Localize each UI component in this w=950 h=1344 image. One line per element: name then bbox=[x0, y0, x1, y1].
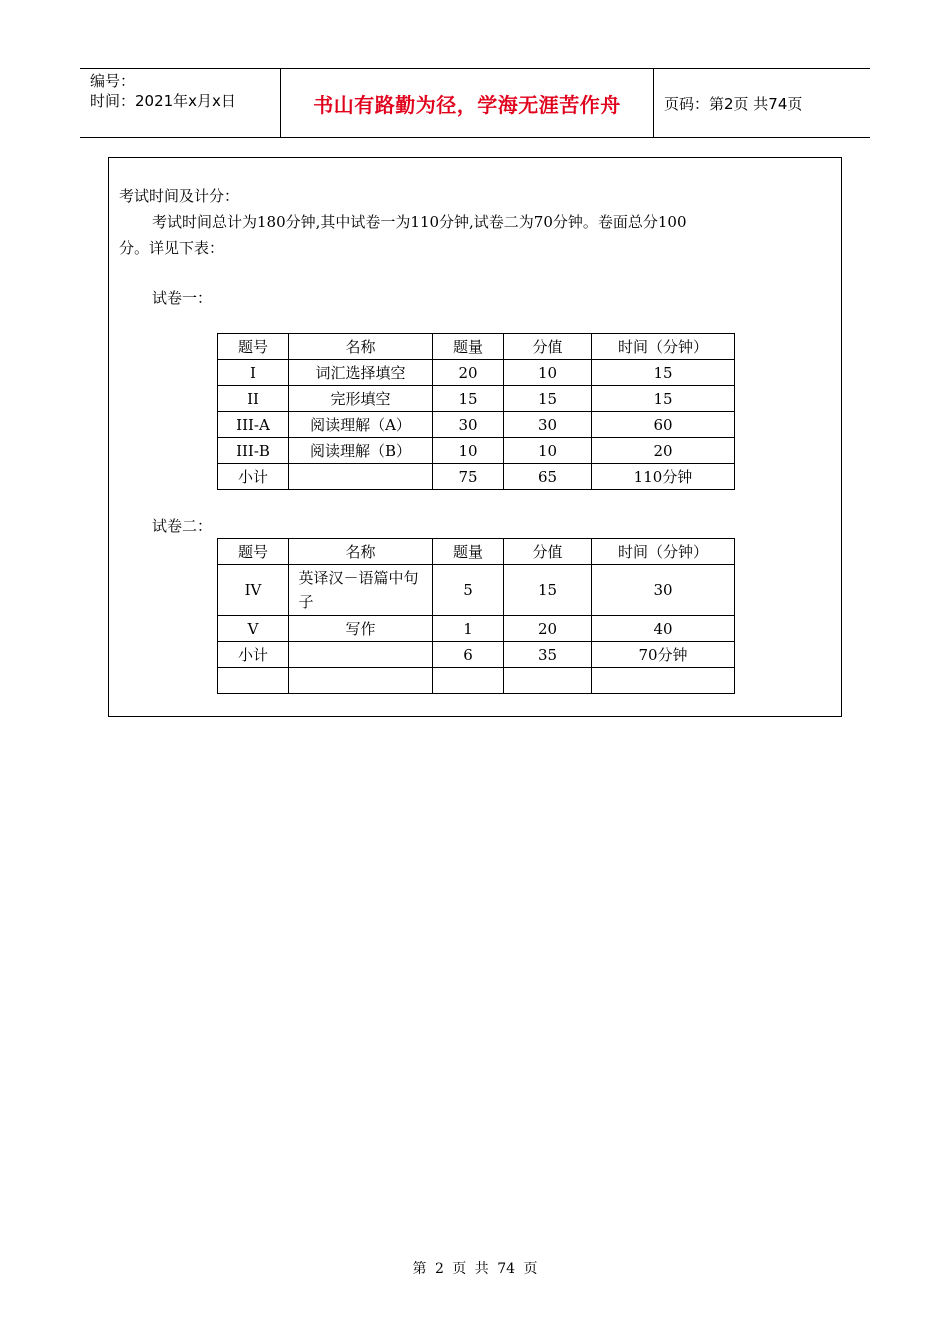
table-cell: 10 bbox=[504, 360, 592, 386]
table-cell: 15 bbox=[592, 360, 735, 386]
header-page-cell bbox=[654, 69, 870, 137]
column-header: 题量 bbox=[433, 539, 504, 565]
table-row bbox=[218, 360, 735, 386]
table-cell bbox=[504, 668, 592, 694]
table-cell bbox=[592, 668, 735, 694]
table-cell bbox=[289, 565, 433, 616]
table-row bbox=[218, 438, 735, 464]
table-cell: 阅读理解（A） bbox=[289, 412, 433, 438]
table-row-empty bbox=[218, 668, 735, 694]
table-cell: 20 bbox=[592, 438, 735, 464]
paper1-label: 试卷一： bbox=[152, 289, 213, 307]
number-label: 编号： bbox=[90, 72, 136, 90]
table-cell: 15 bbox=[433, 386, 504, 412]
column-header: 题号 bbox=[218, 539, 289, 565]
page-info: 页码：第2页 共74页 bbox=[664, 94, 803, 113]
table-cell: 30 bbox=[433, 412, 504, 438]
table-cell: 15 bbox=[504, 565, 592, 616]
table-cell bbox=[289, 642, 433, 668]
column-header: 题量 bbox=[433, 334, 504, 360]
table-header-row bbox=[218, 334, 735, 360]
table-cell: 完形填空 bbox=[289, 386, 433, 412]
paragraph-line-2: 分。详见下表： bbox=[119, 239, 225, 257]
table-cell: V bbox=[218, 616, 289, 642]
table-cell: 词汇选择填空 bbox=[289, 360, 433, 386]
table-cell: 1 bbox=[433, 616, 504, 642]
table-cell: 110分钟 bbox=[592, 464, 735, 490]
column-header: 名称 bbox=[289, 334, 433, 360]
table-cell: 10 bbox=[504, 438, 592, 464]
table-cell: 10 bbox=[433, 438, 504, 464]
table-cell: 6 bbox=[433, 642, 504, 668]
paper2-label: 试卷二： bbox=[152, 517, 213, 535]
table-cell: 30 bbox=[592, 565, 735, 616]
table-cell: 小计 bbox=[218, 642, 289, 668]
document-header bbox=[80, 68, 870, 138]
footer-page-number: 第 2 页 共 74 页 bbox=[412, 1261, 538, 1277]
table-cell: I bbox=[218, 360, 289, 386]
table-cell: II bbox=[218, 386, 289, 412]
table-cell bbox=[289, 668, 433, 694]
motto-text: 书山有路勤为径，学海无涯苦作舟 bbox=[313, 92, 621, 117]
column-header: 分值 bbox=[504, 334, 592, 360]
paper2-table bbox=[217, 538, 735, 694]
table-cell: 15 bbox=[504, 386, 592, 412]
table-cell bbox=[218, 668, 289, 694]
table-cell: 20 bbox=[433, 360, 504, 386]
column-header: 时间（分钟） bbox=[592, 334, 735, 360]
table-cell: III-B bbox=[218, 438, 289, 464]
table-cell: III-A bbox=[218, 412, 289, 438]
table-cell: 70分钟 bbox=[592, 642, 735, 668]
table-header-row bbox=[218, 539, 735, 565]
header-meta-cell bbox=[80, 69, 281, 137]
content-box bbox=[108, 157, 842, 717]
page-footer bbox=[0, 1258, 950, 1278]
table-cell bbox=[289, 464, 433, 490]
paragraph-line-1: 考试时间总计为180分钟,其中试卷一为110分钟,试卷二为70分钟。卷面总分100 bbox=[152, 213, 687, 231]
table-cell: 阅读理解（B） bbox=[289, 438, 433, 464]
table-cell-text: 英译汉－语篇中句子 bbox=[298, 569, 419, 611]
table-row-subtotal bbox=[218, 642, 735, 668]
column-header: 时间（分钟） bbox=[592, 539, 735, 565]
table-cell: 35 bbox=[504, 642, 592, 668]
table-cell: 65 bbox=[504, 464, 592, 490]
table-cell: 60 bbox=[592, 412, 735, 438]
header-motto-cell bbox=[281, 69, 654, 137]
column-header: 题号 bbox=[218, 334, 289, 360]
column-header: 分值 bbox=[504, 539, 592, 565]
table-row bbox=[218, 565, 735, 616]
table-row bbox=[218, 412, 735, 438]
table-row bbox=[218, 616, 735, 642]
table-cell: 小计 bbox=[218, 464, 289, 490]
table-row-subtotal bbox=[218, 464, 735, 490]
paper1-table bbox=[217, 333, 735, 490]
table-cell: 75 bbox=[433, 464, 504, 490]
table-cell: 20 bbox=[504, 616, 592, 642]
table-row bbox=[218, 386, 735, 412]
section-heading: 考试时间及计分： bbox=[119, 187, 240, 205]
table-cell: 30 bbox=[504, 412, 592, 438]
table-cell bbox=[433, 668, 504, 694]
table-cell: 5 bbox=[433, 565, 504, 616]
time-label: 时间：2021年x月x日 bbox=[90, 92, 236, 110]
column-header: 名称 bbox=[289, 539, 433, 565]
table-cell: 15 bbox=[592, 386, 735, 412]
table-cell: IV bbox=[218, 565, 289, 616]
table-cell: 写作 bbox=[289, 616, 433, 642]
table-cell: 40 bbox=[592, 616, 735, 642]
